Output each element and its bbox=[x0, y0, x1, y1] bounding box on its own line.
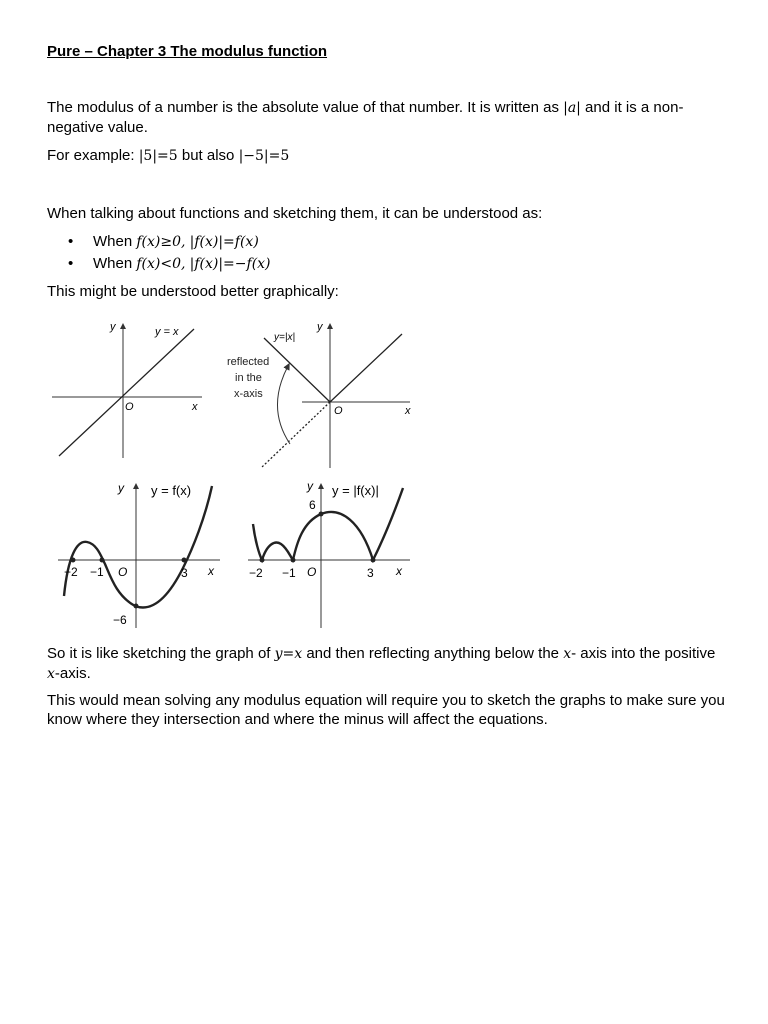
x-tick-label: −1 bbox=[282, 566, 296, 580]
annotation-line-2: in the bbox=[235, 372, 262, 384]
line-y-equals-x bbox=[59, 329, 194, 456]
example-lead: For example: bbox=[47, 147, 139, 164]
line-right-branch bbox=[330, 334, 402, 402]
x-axis-label: x bbox=[208, 564, 214, 578]
example-mid: but also bbox=[177, 147, 239, 164]
bullet-rule: |f(x)|=f(x) bbox=[189, 234, 259, 250]
x-axis-label: x bbox=[396, 564, 402, 578]
functions-intro: When talking about functions and sketching them, it can be understood as: bbox=[47, 205, 543, 222]
bullet-rule: |f(x)|=−f(x) bbox=[189, 256, 271, 272]
list-item bbox=[47, 231, 271, 253]
bullet-when: When bbox=[93, 233, 137, 250]
annotation-line-3: x-axis bbox=[234, 388, 263, 400]
conclusion-d: -axis. bbox=[54, 665, 91, 682]
modulus-a-math: |a| bbox=[563, 100, 581, 116]
x-tick-label: −1 bbox=[90, 565, 104, 579]
origin-label: O bbox=[307, 565, 317, 579]
graphically-text: This might be understood better graphically: bbox=[47, 283, 339, 300]
root-point bbox=[371, 558, 376, 563]
curve-mod-f-x bbox=[253, 488, 403, 560]
line-left-branch bbox=[264, 338, 330, 402]
graph-y-equals-mod-f-x bbox=[245, 478, 420, 630]
intro-paragraph bbox=[47, 98, 719, 137]
list-item bbox=[47, 253, 271, 275]
bullet-icon: • bbox=[68, 255, 74, 272]
annotation-line-1: reflected bbox=[227, 356, 270, 368]
line-label: y=|x| bbox=[274, 332, 296, 343]
graph-y-equals-x bbox=[50, 318, 220, 463]
intro-text-a: The modulus of a number is the absolute value of that number. It is written as bbox=[47, 99, 564, 116]
intercept-point bbox=[134, 604, 139, 609]
line-dashed-original bbox=[262, 402, 330, 467]
curve-label: y = f(x) bbox=[151, 483, 192, 498]
y-axis-label: y bbox=[110, 321, 116, 333]
x-axis-label: x bbox=[405, 405, 411, 417]
conclusion-c: - axis into the positive bbox=[571, 645, 716, 662]
origin-label: O bbox=[125, 401, 134, 413]
x-tick-label: −2 bbox=[64, 565, 78, 579]
graph-y-equals-f-x bbox=[55, 478, 230, 630]
origin-label: O bbox=[118, 565, 128, 579]
curve-f-x bbox=[64, 486, 212, 607]
final-paragraph: This would mean solving any modulus equation will require you to sketch the graphs to make sure you know where they intersection and where the minus will affect the equations. bbox=[47, 692, 725, 728]
x-axis-label: x bbox=[192, 401, 198, 413]
example-math-1: |5|=5 bbox=[138, 148, 178, 164]
conclusion-x2: x bbox=[47, 666, 55, 682]
bullet-cond: f(x)<0, bbox=[136, 256, 186, 272]
intro-text-b: and it is a non-negative value. bbox=[47, 99, 684, 136]
conclusion-math: y=x bbox=[274, 646, 303, 662]
root-point bbox=[100, 558, 105, 563]
root-point bbox=[260, 558, 265, 563]
rules-list bbox=[47, 231, 271, 275]
line-label: y = x bbox=[155, 326, 179, 338]
bullet-icon: • bbox=[68, 233, 74, 250]
origin-label: O bbox=[334, 405, 343, 417]
y-axis-label: y bbox=[307, 479, 313, 493]
root-point bbox=[182, 558, 187, 563]
curve-label: y = |f(x)| bbox=[332, 483, 379, 498]
intercept-point bbox=[319, 512, 324, 517]
y-axis-label: y bbox=[317, 321, 323, 333]
root-point bbox=[71, 558, 76, 563]
x-tick-label: 3 bbox=[181, 566, 188, 580]
example-math-2: |−5|=5 bbox=[238, 148, 290, 164]
bullet-cond: f(x)≥0, bbox=[136, 234, 186, 250]
y-tick-label: −6 bbox=[113, 613, 127, 627]
reflection-arrow bbox=[277, 366, 290, 444]
bullet-when: When bbox=[93, 255, 137, 272]
conclusion-paragraph bbox=[47, 644, 719, 684]
conclusion-a: So it is like sketching the graph of bbox=[47, 645, 275, 662]
y-tick-label: 6 bbox=[309, 498, 316, 512]
conclusion-x: x bbox=[563, 646, 572, 662]
graph-y-equals-mod-x bbox=[222, 318, 422, 473]
x-tick-label: −2 bbox=[249, 566, 263, 580]
example-paragraph bbox=[47, 146, 289, 166]
x-tick-label: 3 bbox=[367, 566, 374, 580]
y-axis-label: y bbox=[118, 481, 124, 495]
page-title: Pure – Chapter 3 The modulus function bbox=[47, 43, 328, 60]
root-point bbox=[291, 558, 296, 563]
conclusion-b: and then reflecting anything below the bbox=[302, 645, 564, 662]
